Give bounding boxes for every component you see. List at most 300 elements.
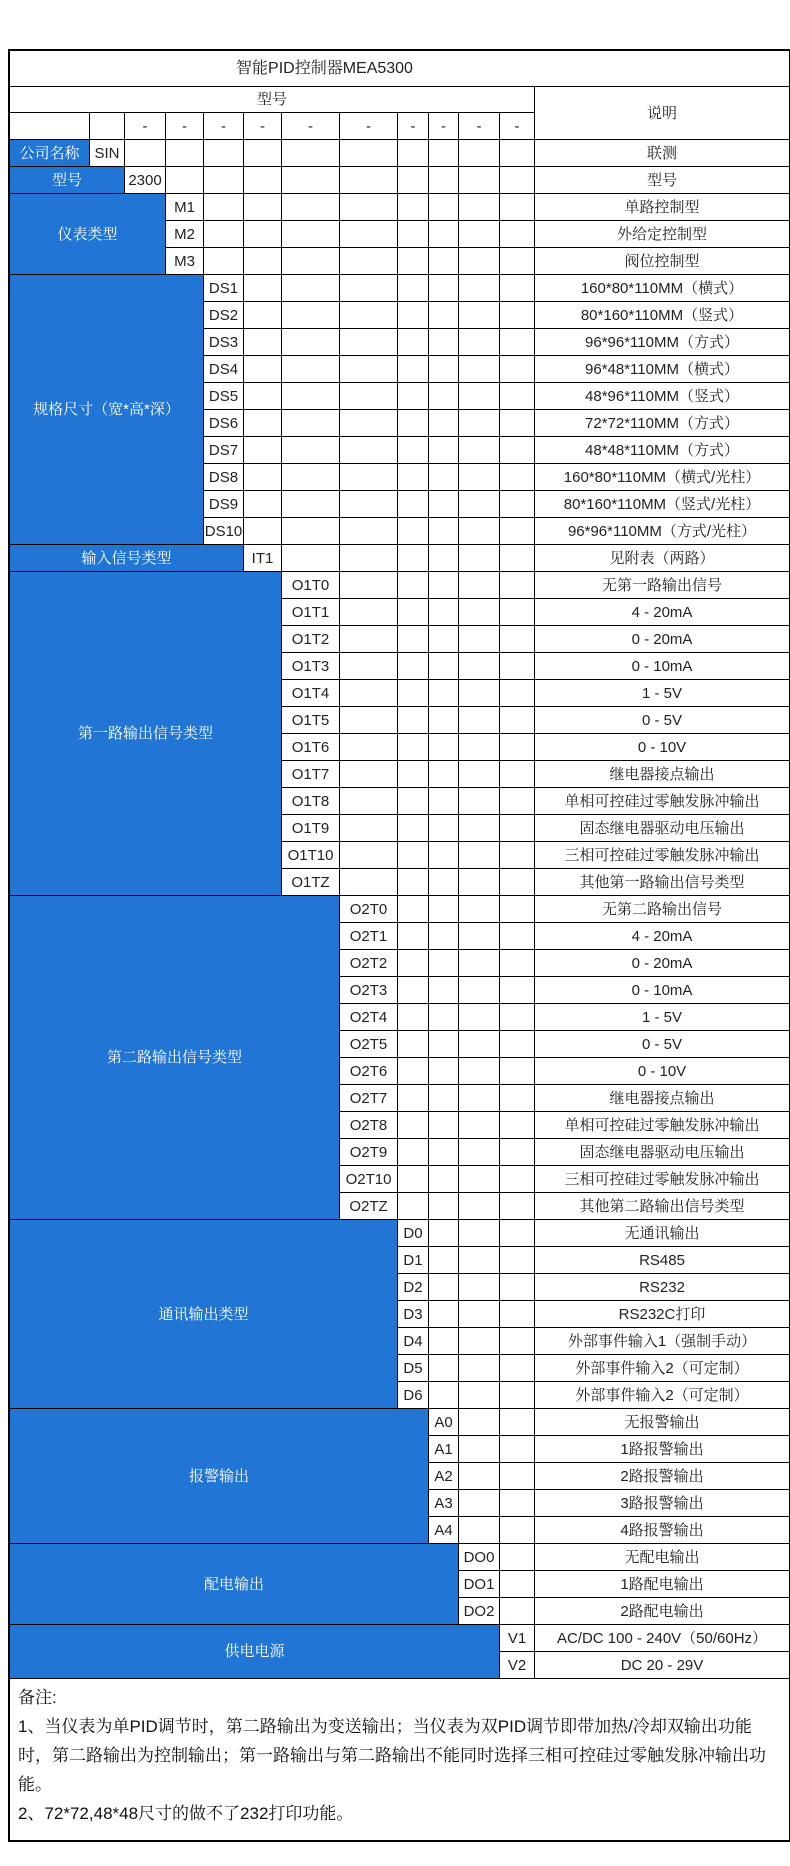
code-cell: O2T0: [340, 896, 398, 923]
empty-cell: [204, 140, 244, 167]
desc-cell: 继电器接点输出: [535, 761, 789, 788]
empty-cell: [429, 788, 459, 815]
empty-cell: [459, 437, 500, 464]
empty-cell: [398, 275, 429, 302]
empty-cell: [282, 437, 340, 464]
empty-cell: [500, 437, 535, 464]
empty-cell: [429, 1031, 459, 1058]
section-label: 仪表类型: [10, 194, 166, 275]
empty-cell: [398, 1004, 429, 1031]
empty-cell: [282, 302, 340, 329]
desc-cell: RS485: [535, 1247, 789, 1274]
empty-cell: [340, 356, 398, 383]
empty-cell: [10, 113, 90, 140]
empty-cell: [429, 680, 459, 707]
code-cell: D2: [398, 1274, 429, 1301]
empty-cell: [500, 626, 535, 653]
desc-cell: 80*160*110MM（竖式）: [535, 302, 789, 329]
code-cell: O2T7: [340, 1085, 398, 1112]
code-cell: O2T3: [340, 977, 398, 1004]
notes-block: [10, 1679, 789, 1840]
empty-cell: [429, 896, 459, 923]
separator-dash-cell: -: [204, 113, 244, 140]
empty-cell: [459, 194, 500, 221]
code-cell: DS6: [204, 410, 244, 437]
empty-cell: [500, 221, 535, 248]
model-selection-table: [8, 49, 790, 1842]
code-cell: M1: [166, 194, 204, 221]
empty-cell: [459, 923, 500, 950]
desc-cell: 48*96*110MM（竖式）: [535, 383, 789, 410]
empty-cell: [340, 518, 398, 545]
empty-cell: [244, 248, 282, 275]
code-cell: D1: [398, 1247, 429, 1274]
code-cell: D3: [398, 1301, 429, 1328]
empty-cell: [398, 518, 429, 545]
empty-cell: [166, 167, 204, 194]
empty-cell: [340, 194, 398, 221]
note-line: 2、72*72,48*48尺寸的做不了232打印功能。: [18, 1804, 354, 1823]
desc-cell: 72*72*110MM（方式）: [535, 410, 789, 437]
empty-cell: [282, 140, 340, 167]
empty-cell: [459, 1031, 500, 1058]
code-cell: V2: [500, 1652, 535, 1679]
desc-cell: 0 - 10mA: [535, 977, 789, 1004]
code-cell: O1TZ: [282, 869, 340, 896]
empty-cell: [340, 869, 398, 896]
empty-cell: [459, 977, 500, 1004]
empty-cell: [500, 1247, 535, 1274]
empty-cell: [459, 329, 500, 356]
empty-cell: [459, 356, 500, 383]
empty-cell: [398, 464, 429, 491]
empty-cell: [500, 761, 535, 788]
empty-cell: [429, 1220, 459, 1247]
empty-cell: [459, 869, 500, 896]
empty-cell: [500, 1193, 535, 1220]
desc-cell: 4路报警输出: [535, 1517, 789, 1544]
empty-cell: [500, 1490, 535, 1517]
code-cell: DO1: [459, 1571, 500, 1598]
desc-cell: 48*48*110MM（方式）: [535, 437, 789, 464]
desc-cell: 无第一路输出信号: [535, 572, 789, 599]
desc-cell: 外给定控制型: [535, 221, 789, 248]
code-cell: O2T5: [340, 1031, 398, 1058]
empty-cell: [500, 383, 535, 410]
empty-cell: [459, 896, 500, 923]
empty-cell: [429, 410, 459, 437]
desc-cell: 三相可控硅过零触发脉冲输出: [535, 1166, 789, 1193]
empty-cell: [282, 248, 340, 275]
desc-cell: 3路报警输出: [535, 1490, 789, 1517]
desc-cell: 4 - 20mA: [535, 923, 789, 950]
empty-cell: [429, 1382, 459, 1409]
code-cell: DS7: [204, 437, 244, 464]
empty-cell: [459, 950, 500, 977]
empty-cell: [429, 437, 459, 464]
empty-cell: [282, 194, 340, 221]
code-cell: O1T0: [282, 572, 340, 599]
empty-cell: [459, 707, 500, 734]
code-cell: O1T9: [282, 815, 340, 842]
empty-cell: [459, 221, 500, 248]
empty-cell: [398, 1166, 429, 1193]
empty-cell: [244, 410, 282, 437]
empty-cell: [500, 653, 535, 680]
empty-cell: [282, 518, 340, 545]
empty-cell: [398, 410, 429, 437]
empty-cell: [244, 221, 282, 248]
empty-cell: [340, 248, 398, 275]
empty-cell: [398, 599, 429, 626]
empty-cell: [166, 140, 204, 167]
empty-cell: [244, 491, 282, 518]
empty-cell: [459, 275, 500, 302]
empty-cell: [340, 491, 398, 518]
empty-cell: [204, 248, 244, 275]
empty-cell: [500, 1436, 535, 1463]
code-cell: O2T8: [340, 1112, 398, 1139]
empty-cell: [398, 923, 429, 950]
empty-cell: [282, 356, 340, 383]
empty-cell: [500, 1112, 535, 1139]
empty-cell: [429, 1166, 459, 1193]
empty-cell: [459, 1247, 500, 1274]
empty-cell: [429, 761, 459, 788]
code-cell: DS5: [204, 383, 244, 410]
empty-cell: [340, 383, 398, 410]
empty-cell: [340, 572, 398, 599]
empty-cell: [500, 1139, 535, 1166]
code-cell: O1T1: [282, 599, 340, 626]
desc-cell: 80*160*110MM（竖式/光柱）: [535, 491, 789, 518]
empty-cell: [398, 815, 429, 842]
desc-cell: 无第二路输出信号: [535, 896, 789, 923]
empty-cell: [340, 734, 398, 761]
empty-cell: [398, 1112, 429, 1139]
desc-cell: 继电器接点输出: [535, 1085, 789, 1112]
desc-cell: RS232C打印: [535, 1301, 789, 1328]
empty-cell: [500, 1004, 535, 1031]
section-label: 供电电源: [10, 1625, 500, 1679]
empty-cell: [459, 1193, 500, 1220]
empty-cell: [500, 1166, 535, 1193]
empty-cell: [500, 410, 535, 437]
empty-cell: [398, 1193, 429, 1220]
desc-cell: 0 - 10mA: [535, 653, 789, 680]
desc-cell: 0 - 5V: [535, 707, 789, 734]
empty-cell: [500, 1085, 535, 1112]
empty-cell: [340, 545, 398, 572]
code-cell: 2300: [125, 167, 166, 194]
empty-cell: [340, 842, 398, 869]
empty-cell: [429, 842, 459, 869]
empty-cell: [429, 518, 459, 545]
empty-cell: [459, 734, 500, 761]
empty-cell: [340, 626, 398, 653]
model-grid: [10, 51, 789, 1679]
section-label: 规格尺寸（宽*高*深）: [10, 275, 204, 545]
desc-cell: 无报警输出: [535, 1409, 789, 1436]
desc-cell: 0 - 10V: [535, 1058, 789, 1085]
empty-cell: [282, 221, 340, 248]
desc-cell: 无通讯输出: [535, 1220, 789, 1247]
desc-cell: 单相可控硅过零触发脉冲输出: [535, 1112, 789, 1139]
empty-cell: [244, 302, 282, 329]
empty-cell: [398, 248, 429, 275]
desc-cell: 联测: [535, 140, 789, 167]
code-cell: O2T4: [340, 1004, 398, 1031]
empty-cell: [459, 1490, 500, 1517]
empty-cell: [429, 923, 459, 950]
empty-cell: [398, 140, 429, 167]
empty-cell: [500, 1328, 535, 1355]
code-cell: DS2: [204, 302, 244, 329]
empty-cell: [429, 1058, 459, 1085]
desc-cell: 96*96*110MM（方式）: [535, 329, 789, 356]
empty-cell: [429, 275, 459, 302]
empty-cell: [398, 329, 429, 356]
desc-cell: 外部事件输入2（可定制）: [535, 1355, 789, 1382]
empty-cell: [500, 599, 535, 626]
empty-cell: [459, 1517, 500, 1544]
empty-cell: [398, 194, 429, 221]
empty-cell: [500, 923, 535, 950]
empty-cell: [459, 491, 500, 518]
code-cell: O2T2: [340, 950, 398, 977]
empty-cell: [398, 572, 429, 599]
empty-cell: [500, 977, 535, 1004]
empty-cell: [459, 815, 500, 842]
empty-cell: [282, 545, 340, 572]
empty-cell: [500, 275, 535, 302]
empty-cell: [459, 842, 500, 869]
desc-cell: 外部事件输入1（强制手动）: [535, 1328, 789, 1355]
section-label: 公司名称: [10, 140, 90, 167]
empty-cell: [429, 248, 459, 275]
desc-cell: 其他第一路输出信号类型: [535, 869, 789, 896]
empty-cell: [500, 680, 535, 707]
desc-cell: 4 - 20mA: [535, 599, 789, 626]
code-cell: DS3: [204, 329, 244, 356]
empty-cell: [398, 788, 429, 815]
empty-cell: [459, 1112, 500, 1139]
empty-cell: [398, 734, 429, 761]
empty-cell: [459, 410, 500, 437]
empty-cell: [459, 383, 500, 410]
code-cell: DS10: [204, 518, 244, 545]
empty-cell: [459, 1166, 500, 1193]
code-cell: O2TZ: [340, 1193, 398, 1220]
empty-cell: [398, 1058, 429, 1085]
desc-cell: DC 20 - 29V: [535, 1652, 789, 1679]
desc-cell: 2路报警输出: [535, 1463, 789, 1490]
desc-cell: 无配电输出: [535, 1544, 789, 1571]
empty-cell: [429, 734, 459, 761]
desc-cell: 单路控制型: [535, 194, 789, 221]
empty-cell: [500, 1571, 535, 1598]
desc-cell: 0 - 5V: [535, 1031, 789, 1058]
empty-cell: [282, 329, 340, 356]
empty-cell: [429, 491, 459, 518]
code-cell: M3: [166, 248, 204, 275]
empty-cell: [459, 464, 500, 491]
empty-cell: [500, 1031, 535, 1058]
empty-cell: [398, 383, 429, 410]
desc-cell: 1路配电输出: [535, 1571, 789, 1598]
empty-cell: [398, 869, 429, 896]
code-cell: O1T7: [282, 761, 340, 788]
empty-cell: [429, 545, 459, 572]
model-number-header: 型号: [10, 87, 535, 113]
empty-cell: [500, 1355, 535, 1382]
empty-cell: [500, 194, 535, 221]
code-cell: DS4: [204, 356, 244, 383]
separator-dash-cell: -: [282, 113, 340, 140]
empty-cell: [429, 167, 459, 194]
desc-cell: 其他第二路输出信号类型: [535, 1193, 789, 1220]
empty-cell: [282, 491, 340, 518]
empty-cell: [90, 113, 125, 140]
empty-cell: [398, 950, 429, 977]
code-cell: DS8: [204, 464, 244, 491]
separator-dash-cell: -: [429, 113, 459, 140]
empty-cell: [340, 410, 398, 437]
desc-cell: 160*80*110MM（横式）: [535, 275, 789, 302]
empty-cell: [398, 221, 429, 248]
empty-cell: [459, 518, 500, 545]
empty-cell: [500, 302, 535, 329]
empty-cell: [459, 1409, 500, 1436]
code-cell: O1T4: [282, 680, 340, 707]
empty-cell: [398, 842, 429, 869]
empty-cell: [398, 1139, 429, 1166]
empty-cell: [429, 626, 459, 653]
empty-cell: [500, 1544, 535, 1571]
code-cell: D4: [398, 1328, 429, 1355]
section-label: 报警输出: [10, 1409, 429, 1544]
empty-cell: [429, 1085, 459, 1112]
empty-cell: [340, 680, 398, 707]
empty-cell: [429, 1112, 459, 1139]
separator-dash-cell: -: [340, 113, 398, 140]
empty-cell: [429, 302, 459, 329]
desc-cell: 三相可控硅过零触发脉冲输出: [535, 842, 789, 869]
empty-cell: [398, 302, 429, 329]
section-label: 第一路输出信号类型: [10, 572, 282, 896]
empty-cell: [398, 707, 429, 734]
empty-cell: [459, 1220, 500, 1247]
empty-cell: [340, 815, 398, 842]
empty-cell: [459, 599, 500, 626]
empty-cell: [500, 1598, 535, 1625]
separator-dash-cell: -: [459, 113, 500, 140]
empty-cell: [429, 1274, 459, 1301]
empty-cell: [398, 761, 429, 788]
desc-cell: 型号: [535, 167, 789, 194]
empty-cell: [500, 1301, 535, 1328]
empty-cell: [459, 761, 500, 788]
empty-cell: [398, 1085, 429, 1112]
code-cell: V1: [500, 1625, 535, 1652]
empty-cell: [282, 410, 340, 437]
section-label: 第二路输出信号类型: [10, 896, 340, 1220]
code-cell: O2T1: [340, 923, 398, 950]
empty-cell: [429, 1004, 459, 1031]
empty-cell: [429, 383, 459, 410]
empty-cell: [340, 167, 398, 194]
code-cell: D0: [398, 1220, 429, 1247]
empty-cell: [340, 464, 398, 491]
separator-dash-cell: -: [166, 113, 204, 140]
desc-cell: 96*48*110MM（横式）: [535, 356, 789, 383]
empty-cell: [398, 491, 429, 518]
empty-cell: [429, 1247, 459, 1274]
empty-cell: [340, 653, 398, 680]
empty-cell: [398, 167, 429, 194]
empty-cell: [398, 977, 429, 1004]
empty-cell: [244, 275, 282, 302]
code-cell: O1T5: [282, 707, 340, 734]
empty-cell: [340, 302, 398, 329]
empty-cell: [459, 1436, 500, 1463]
empty-cell: [429, 329, 459, 356]
empty-cell: [459, 140, 500, 167]
empty-cell: [500, 896, 535, 923]
empty-cell: [500, 869, 535, 896]
empty-cell: [500, 248, 535, 275]
empty-cell: [429, 572, 459, 599]
empty-cell: [282, 383, 340, 410]
code-cell: DO0: [459, 1544, 500, 1571]
separator-dash-cell: -: [398, 113, 429, 140]
empty-cell: [459, 1004, 500, 1031]
code-cell: O1T2: [282, 626, 340, 653]
code-cell: A4: [429, 1517, 459, 1544]
empty-cell: [429, 869, 459, 896]
desc-cell: 1路报警输出: [535, 1436, 789, 1463]
empty-cell: [500, 950, 535, 977]
empty-cell: [429, 950, 459, 977]
empty-cell: [244, 356, 282, 383]
empty-cell: [459, 1274, 500, 1301]
empty-cell: [500, 788, 535, 815]
empty-cell: [459, 653, 500, 680]
empty-cell: [500, 545, 535, 572]
empty-cell: [398, 896, 429, 923]
empty-cell: [429, 194, 459, 221]
empty-cell: [125, 140, 166, 167]
empty-cell: [459, 680, 500, 707]
note-line: 备注:: [18, 1688, 57, 1707]
code-cell: D6: [398, 1382, 429, 1409]
empty-cell: [398, 437, 429, 464]
empty-cell: [459, 1139, 500, 1166]
empty-cell: [500, 842, 535, 869]
empty-cell: [204, 194, 244, 221]
empty-cell: [340, 140, 398, 167]
empty-cell: [340, 221, 398, 248]
code-cell: A1: [429, 1436, 459, 1463]
empty-cell: [459, 788, 500, 815]
empty-cell: [398, 1031, 429, 1058]
empty-cell: [459, 1382, 500, 1409]
code-cell: M2: [166, 221, 204, 248]
empty-cell: [340, 761, 398, 788]
empty-cell: [429, 464, 459, 491]
desc-cell: 外部事件输入2（可定制）: [535, 1382, 789, 1409]
empty-cell: [244, 140, 282, 167]
